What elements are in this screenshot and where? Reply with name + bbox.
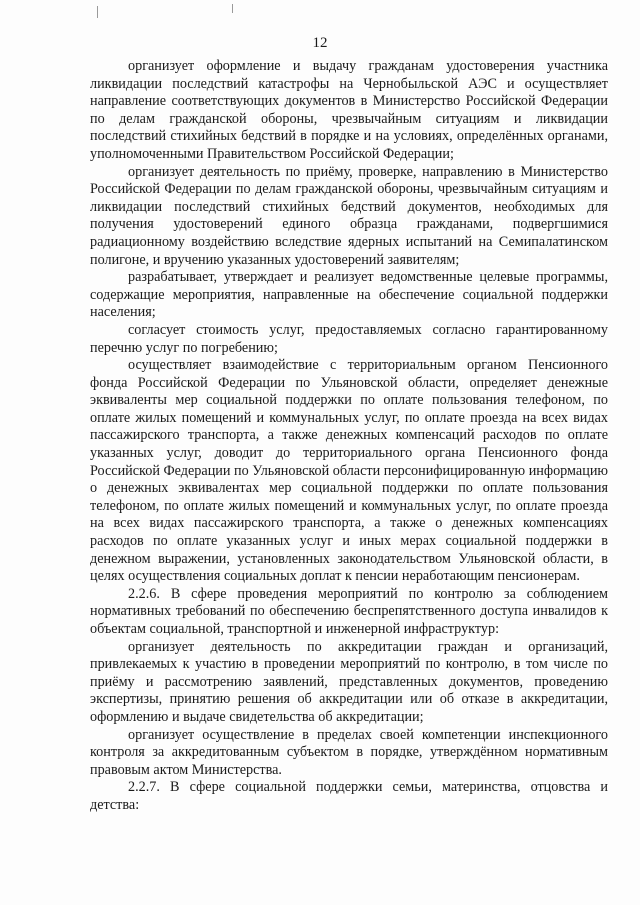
paragraph: организует оформление и выдачу гражданам удостоверения участника ликвидации последствий катастрофы на Чернобыльской АЭС и осуществляет направление соответствующих документов в Министерство Российской Федерации по делам гражданской обороны, чрезвычайным ситуациям и ликвидации последствий стихийных бедствий в порядке и на условиях, определённых органами, уполномоченными Правительством Российской Федерации;: [90, 58, 608, 162]
paragraph: организует осуществление в пределах своей компетенции инспекционного контроля за аккредитованным субъектом в порядке, утверждённом нормативным правовым актом Министерства.: [90, 726, 608, 778]
paragraph: осуществляет взаимодействие с территориальным органом Пенсионного фонда Российской Федерации по Ульяновской области, определяет денежные эквиваленты мер социальной поддержки по оплате пользования телефоном, по оплате жилых помещений и коммунальных услуг, по оплате проезда на всех видах пассажирского транспорта, а также денежных компенсаций расходов по оплате указанных услуг, доводит до территориального органа Пенсионного фонда Российской Федерации по Ульяновской области персонифицированную информацию о денежных эквивалентах мер социальной поддержки по оплате пользования телефоном, по оплате жилых помещений и коммунальных услуг, по оплате проезда на всех видах пассажирского транспорта, а также о денежных компенсациях расходов по оплате указанных услуг и иных мерах социальной поддержки в денежном выражении, установленных законодательством Ульяновской области, в целях осуществления социальных доплат к пенсии неработающим пенсионерам.: [90, 357, 609, 585]
paragraph: разрабатывает, утверждает и реализует ведомственные целевые программы, содержащие мероприятия, направленные на обеспечение социальной поддержки населения;: [90, 269, 608, 321]
section-heading-2-2-7: 2.2.7. В сфере социальной поддержки семьи, материнства, отцовства и детства:: [90, 779, 608, 813]
paragraph: организует деятельность по приёму, проверке, направлению в Министерство Российской Федерации по делам гражданской обороны, чрезвычайным ситуациям и ликвидации последствий стихийных бедствий документов, необходимых для получения удостоверений единого образца гражданами, подвергшимися радиационному воздействию вследствие ядерных испытаний на Семипалатинском полигоне, и вручению указанных удостоверений заявителям;: [90, 163, 608, 268]
paragraph: согласует стоимость услуг, предоставляемых согласно гарантированному перечню услуг по погребению;: [90, 321, 608, 356]
paragraph: организует деятельность по аккредитации граждан и организаций, привлекаемых к участию в проведении мероприятий по контролю, в том числе по приёму и рассмотрению заявлений, представленных документов, проведению экспертизы, принятию решения об аккредитации или об отказе в аккредитации, оформлению и выдаче свидетельства об аккредитации;: [90, 638, 608, 725]
page-number: 12: [312, 35, 328, 51]
scan-artifact: [97, 6, 98, 18]
document-body: [90, 58, 608, 815]
scan-artifact: [232, 4, 233, 13]
section-heading-2-2-6: 2.2.6. В сфере проведения мероприятий по контролю за соблюдением нормативных требований по обеспечению беспрепятственного доступа инвалидов к объектам социальной, транспортной и инженерной инфраструктур:: [90, 585, 608, 637]
